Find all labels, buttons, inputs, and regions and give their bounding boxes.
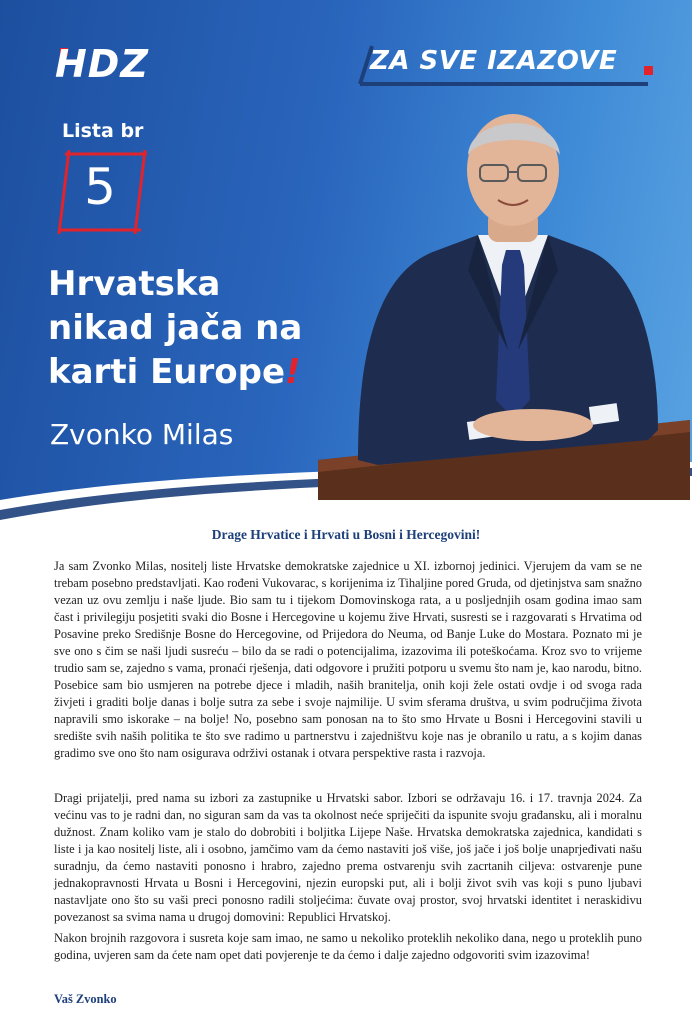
headline-line-3: [48, 350, 348, 394]
letter-greeting: Drage Hrvatice i Hrvati u Bosni i Hercegovini!: [211, 527, 481, 542]
headline-exclamation: !: [285, 352, 301, 392]
headline-line-2: nikad jača na: [48, 308, 303, 348]
ballot-number: 5: [84, 158, 116, 216]
letter-paragraph-2: Dragi prijatelji, pred nama su izbori za zastupnike u Hrvatski sabor. Izbori se održavaju 16. i 17. travnja 2024. Za većinu vas to je radni dan, no siguran sam da vas ta okolnost neće spriječiti da ispunite svoju građansku, ali i moralnu dužnost. Znam koliko vam je stalo do dobrobiti i boljitka Lijepe Naše. Hrvatska demokratska zajednica, kandidati s liste i ja kao nositelj liste, ali i osobno, jamčimo vam da ćemo nastaviti još više, još jače i još bolje unaprjeđivati našu suradnju, da ćemo nastaviti ponosno i hrabro, zajedno prema ostvarenju svih zacrtanih ciljeva: ostvarenje pune jednakopravnosti Hrvata u Bosni i Hercegovini, njezin europski put, ali i bolji život svih vas koji s puno ljubavi nastavljate ono što su vaši preci ponosno radili stoljećima: čuvate ovaj prostor, svoj hrvatski identitet i neraskidivu povezanost sa svima nama u drugoj domovini: Republici Hrvatskoj.: [54, 791, 642, 924]
letter-signature: Vaš Zvonko: [54, 992, 117, 1006]
campaign-tagline: ZA SVE IZAZOVE: [370, 46, 618, 76]
headline-line-3-text: karti Europe: [48, 352, 286, 392]
headline-line-1: Hrvatska: [48, 264, 221, 304]
letter-paragraph-3: Nakon brojnih razgovora i susreta koje sam imao, ne samo u nekoliko proteklih nekoliko dana, nego u proteklih puno godina, uvjeren sam da ćete nam opet dati povjerenje te da ćemo i dalje zajedno odgovoriti svim izazovima!: [54, 931, 642, 962]
campaign-headline: [48, 262, 348, 394]
party-logo: HDZ: [55, 42, 149, 86]
candidate-name: Zvonko Milas: [50, 418, 234, 451]
ballot-list-label: Lista br: [62, 120, 144, 142]
candidate-photo: [318, 100, 690, 500]
letter-paragraph-1: Ja sam Zvonko Milas, nositelj liste Hrvatske demokratske zajednice u XI. izbornoj jedinici. Vjerujem da vam se ne trebam posebno predstavljati. Kao rođeni Vukovarac, s korijenima iz Tihaljine pored Gruda, od djetinjstva sam snažno vezan uz ovu zemlju i naše ljude. Bio sam tu i tijekom Domovinskoga rata, a u posljednjih osam godina imao sam čast i privilegiju posjetiti svaki dio Bosne i Hercegovine u kojemu žive Hrvati, susresti se i razgovarati s Hrvatima od Posavine preko Središnje Bosne do Hercegovine, od Prijedora do Neuma, od Banje Luke do Mostara. Poznato mi je sve ono s čim se naši ljudi susreću – bilo da se radi o potencijalima, izazovima ili poteškoćama. Kroz svo to vrijeme trudio sam se, zajedno s vama, pronaći rješenja, dati odgovore i pružiti potporu u svemu što nam je, kao narodu, bitno. Posebice sam bio usmjeren na potrebe djece i mladih, naših branitelja, onih koji žele ostati ovdje i od svoga rada živjeti i graditi bolje danas i bolje sutra za sebe i svoje najmilije. U svim sferama društva, u svim područjima života napravili smo iskorake – na bolje! No, posebno sam ponosan na to što smo Hrvate u Bosni i Hercegovini stavili u središte svih naših politika te što sve radimo u partnerstvu i zajedništvu koje nas je obranilo u ratu, a s kojim danas gradimo sve ono što nam osigurava održivi ostanak i otvara perspektive rasta i razvoja.: [54, 559, 642, 760]
